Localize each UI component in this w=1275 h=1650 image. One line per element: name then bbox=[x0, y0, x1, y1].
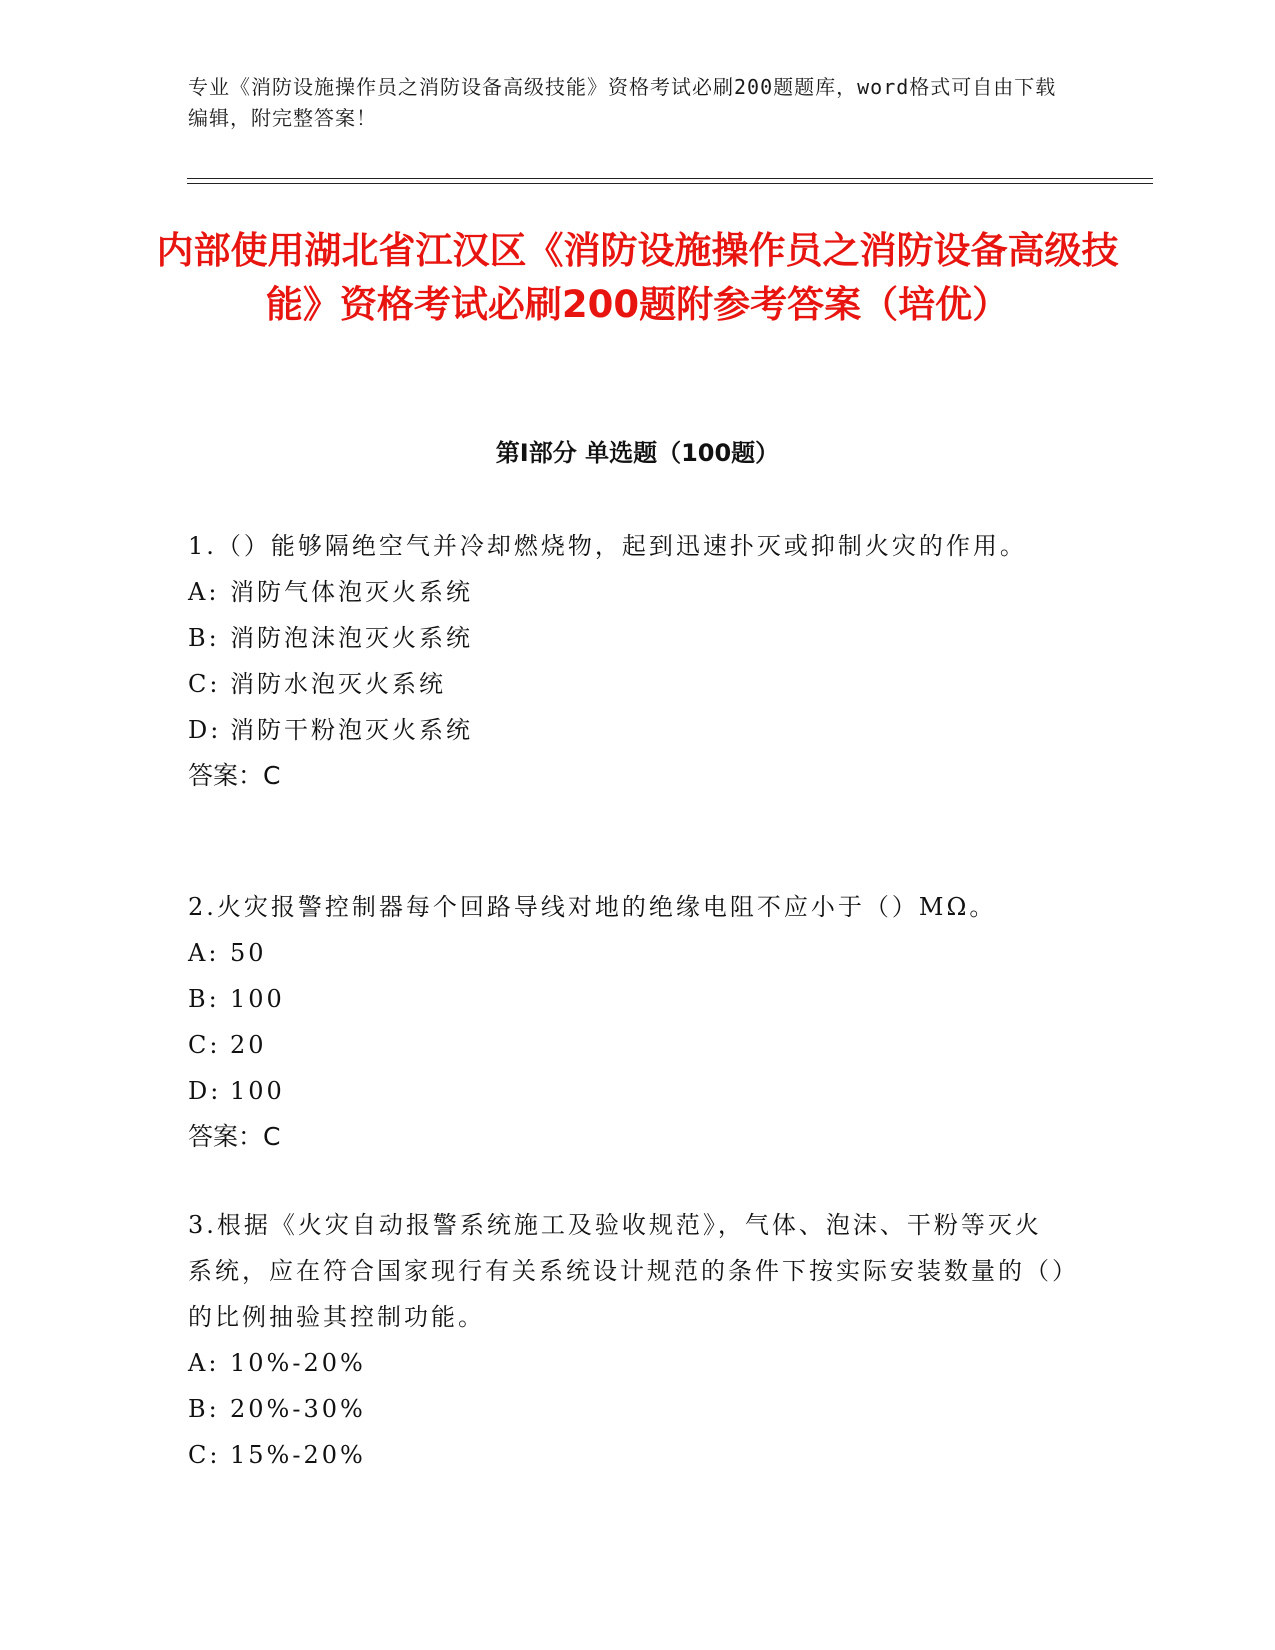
section-heading: 第Ⅰ部分 单选题（100题） bbox=[495, 439, 780, 467]
option-text: 100 bbox=[230, 985, 285, 1013]
answer: 答案：C bbox=[188, 761, 281, 790]
option-d bbox=[188, 707, 1068, 753]
option-label: C: bbox=[188, 1441, 221, 1469]
question-stem: 1.（）能够隔绝空气并冷却燃烧物，起到迅速扑灭或抑制火灾的作用。 bbox=[188, 532, 1027, 560]
header-rule-bottom bbox=[187, 183, 1153, 184]
option-label: C: bbox=[188, 1031, 221, 1059]
option-text: 消防气体泡灭火系统 bbox=[230, 578, 473, 606]
option-text: 10%-20% bbox=[230, 1349, 366, 1377]
answer: 答案：C bbox=[188, 1122, 281, 1151]
option-text: 15%-20% bbox=[230, 1441, 366, 1469]
option-b bbox=[188, 615, 1068, 661]
question-stem: 2.火灾报警控制器每个回路导线对地的绝缘电阻不应小于（）MΩ。 bbox=[188, 893, 997, 921]
header-note: 专业《消防设施操作员之消防设备高级技能》资格考试必刷200题题库，word格式可自由下载编辑，附完整答案！ bbox=[188, 75, 1057, 130]
option-label: A: bbox=[188, 1349, 220, 1377]
option-label: A: bbox=[188, 939, 220, 967]
option-text: 消防泡沫泡灭火系统 bbox=[230, 624, 473, 652]
option-a bbox=[188, 930, 1068, 976]
option-text: 20%-30% bbox=[230, 1395, 366, 1423]
option-label: B: bbox=[188, 985, 220, 1013]
option-text: 消防水泡灭火系统 bbox=[230, 670, 446, 698]
option-d bbox=[188, 1068, 1068, 1114]
question-2 bbox=[188, 884, 1068, 1160]
option-label: D: bbox=[188, 1077, 222, 1105]
option-label: D: bbox=[188, 716, 222, 744]
option-label: A: bbox=[188, 578, 220, 606]
option-a bbox=[188, 1340, 1068, 1386]
option-text: 消防干粉泡灭火系统 bbox=[230, 716, 473, 744]
question-1 bbox=[188, 523, 1068, 799]
question-3 bbox=[188, 1202, 1068, 1478]
option-label: B: bbox=[188, 1395, 220, 1423]
question-stem: 3.根据《火灾自动报警系统施工及验收规范》，气体、泡沫、干粉等灭火系统，应在符合国家现行有关系统设计规范的条件下按实际安装数量的（）的比例抽验其控制功能。 bbox=[188, 1211, 1067, 1331]
option-label: C: bbox=[188, 670, 221, 698]
option-text: 20 bbox=[230, 1031, 267, 1059]
option-a bbox=[188, 569, 1068, 615]
option-text: 50 bbox=[230, 939, 267, 967]
option-c bbox=[188, 661, 1068, 707]
option-text: 100 bbox=[230, 1077, 285, 1105]
option-b bbox=[188, 1386, 1068, 1432]
document-title: 内部使用湖北省江汉区《消防设施操作员之消防设备高级技能》资格考试必刷200题附参考答案（培优） bbox=[156, 229, 1119, 326]
option-c bbox=[188, 1432, 1068, 1478]
option-label: B: bbox=[188, 624, 220, 652]
header-rule-top bbox=[187, 178, 1153, 179]
option-b bbox=[188, 976, 1068, 1022]
option-c bbox=[188, 1022, 1068, 1068]
